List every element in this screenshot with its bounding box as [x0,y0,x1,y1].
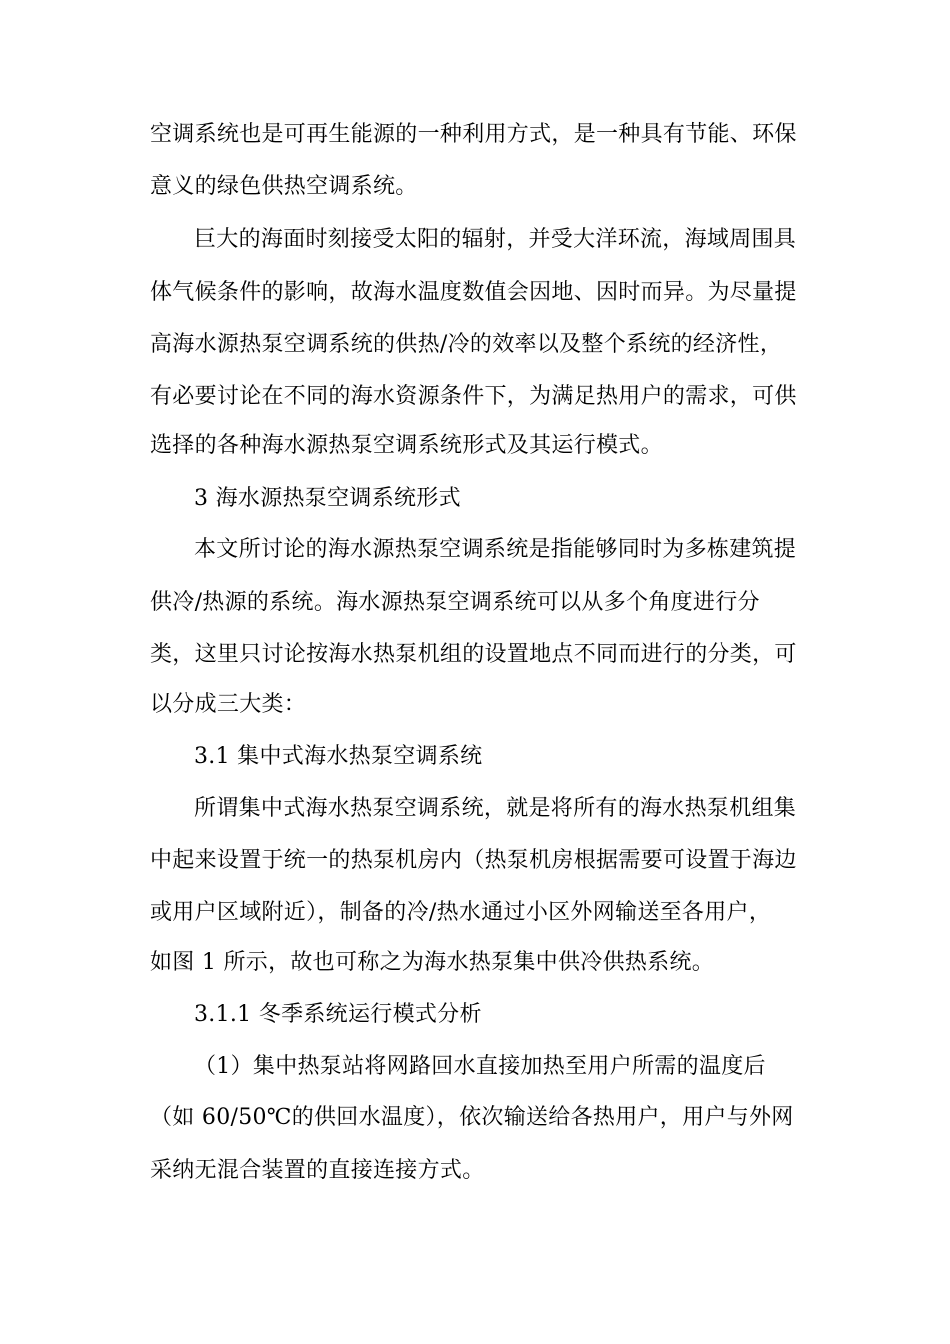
paragraph-line: 采纳无混合装置的直接连接方式。 [150,1158,485,1183]
paragraph-line: 供冷/热源的系统。海水源热泵空调系统可以从多个角度进行分 [150,590,760,615]
paragraph-line: 类，这里只讨论按海水热泵机组的设置地点不同而进行的分类，可 [150,642,797,667]
subsubsection-heading: 3.1.1 冬季系统运行模式分析 [194,1002,482,1027]
paragraph-line: 空调系统也是可再生能源的一种利用方式，是一种具有节能、环保 [150,122,797,147]
paragraph-line: 所谓集中式海水热泵空调系统，就是将所有的海水热泵机组集 [194,796,797,821]
paragraph-line: （如 60/50℃的供回水温度），依次输送给各热用户，用户与外网 [150,1105,794,1130]
paragraph-line: 有必要讨论在不同的海水资源条件下，为满足热用户的需求，可供 [150,384,797,409]
paragraph-line: 高海水源热泵空调系统的供热/冷的效率以及整个系统的经济性， [150,332,783,357]
paragraph-line: 体气候条件的影响，故海水温度数值会因地、因时而异。为尽量提 [150,280,797,305]
paragraph-line: （1）集中热泵站将网路回水直接加热至用户所需的温度后 [194,1054,766,1079]
paragraph-line: 本文所讨论的海水源热泵空调系统是指能够同时为多栋建筑提 [194,537,797,562]
paragraph-line: 以分成三大类： [150,692,307,717]
paragraph-line: 意义的绿色供热空调系统。 [150,174,418,199]
paragraph-line: 选择的各种海水源热泵空调系统形式及其运行模式。 [150,433,663,458]
paragraph-line: 巨大的海面时刻接受太阳的辐射，并受大洋环流，海域周围具 [194,227,797,252]
paragraph-line: 或用户区域附近），制备的冷/热水通过小区外网输送至各用户， [150,900,772,925]
subsection-heading: 3.1 集中式海水热泵空调系统 [194,744,483,769]
paragraph-line: 如图 1 所示，故也可称之为海水热泵集中供冷供热系统。 [150,950,715,975]
section-heading: 3 海水源热泵空调系统形式 [194,486,461,511]
paragraph-line: 中起来设置于统一的热泵机房内（热泵机房根据需要可设置于海边 [150,848,797,873]
